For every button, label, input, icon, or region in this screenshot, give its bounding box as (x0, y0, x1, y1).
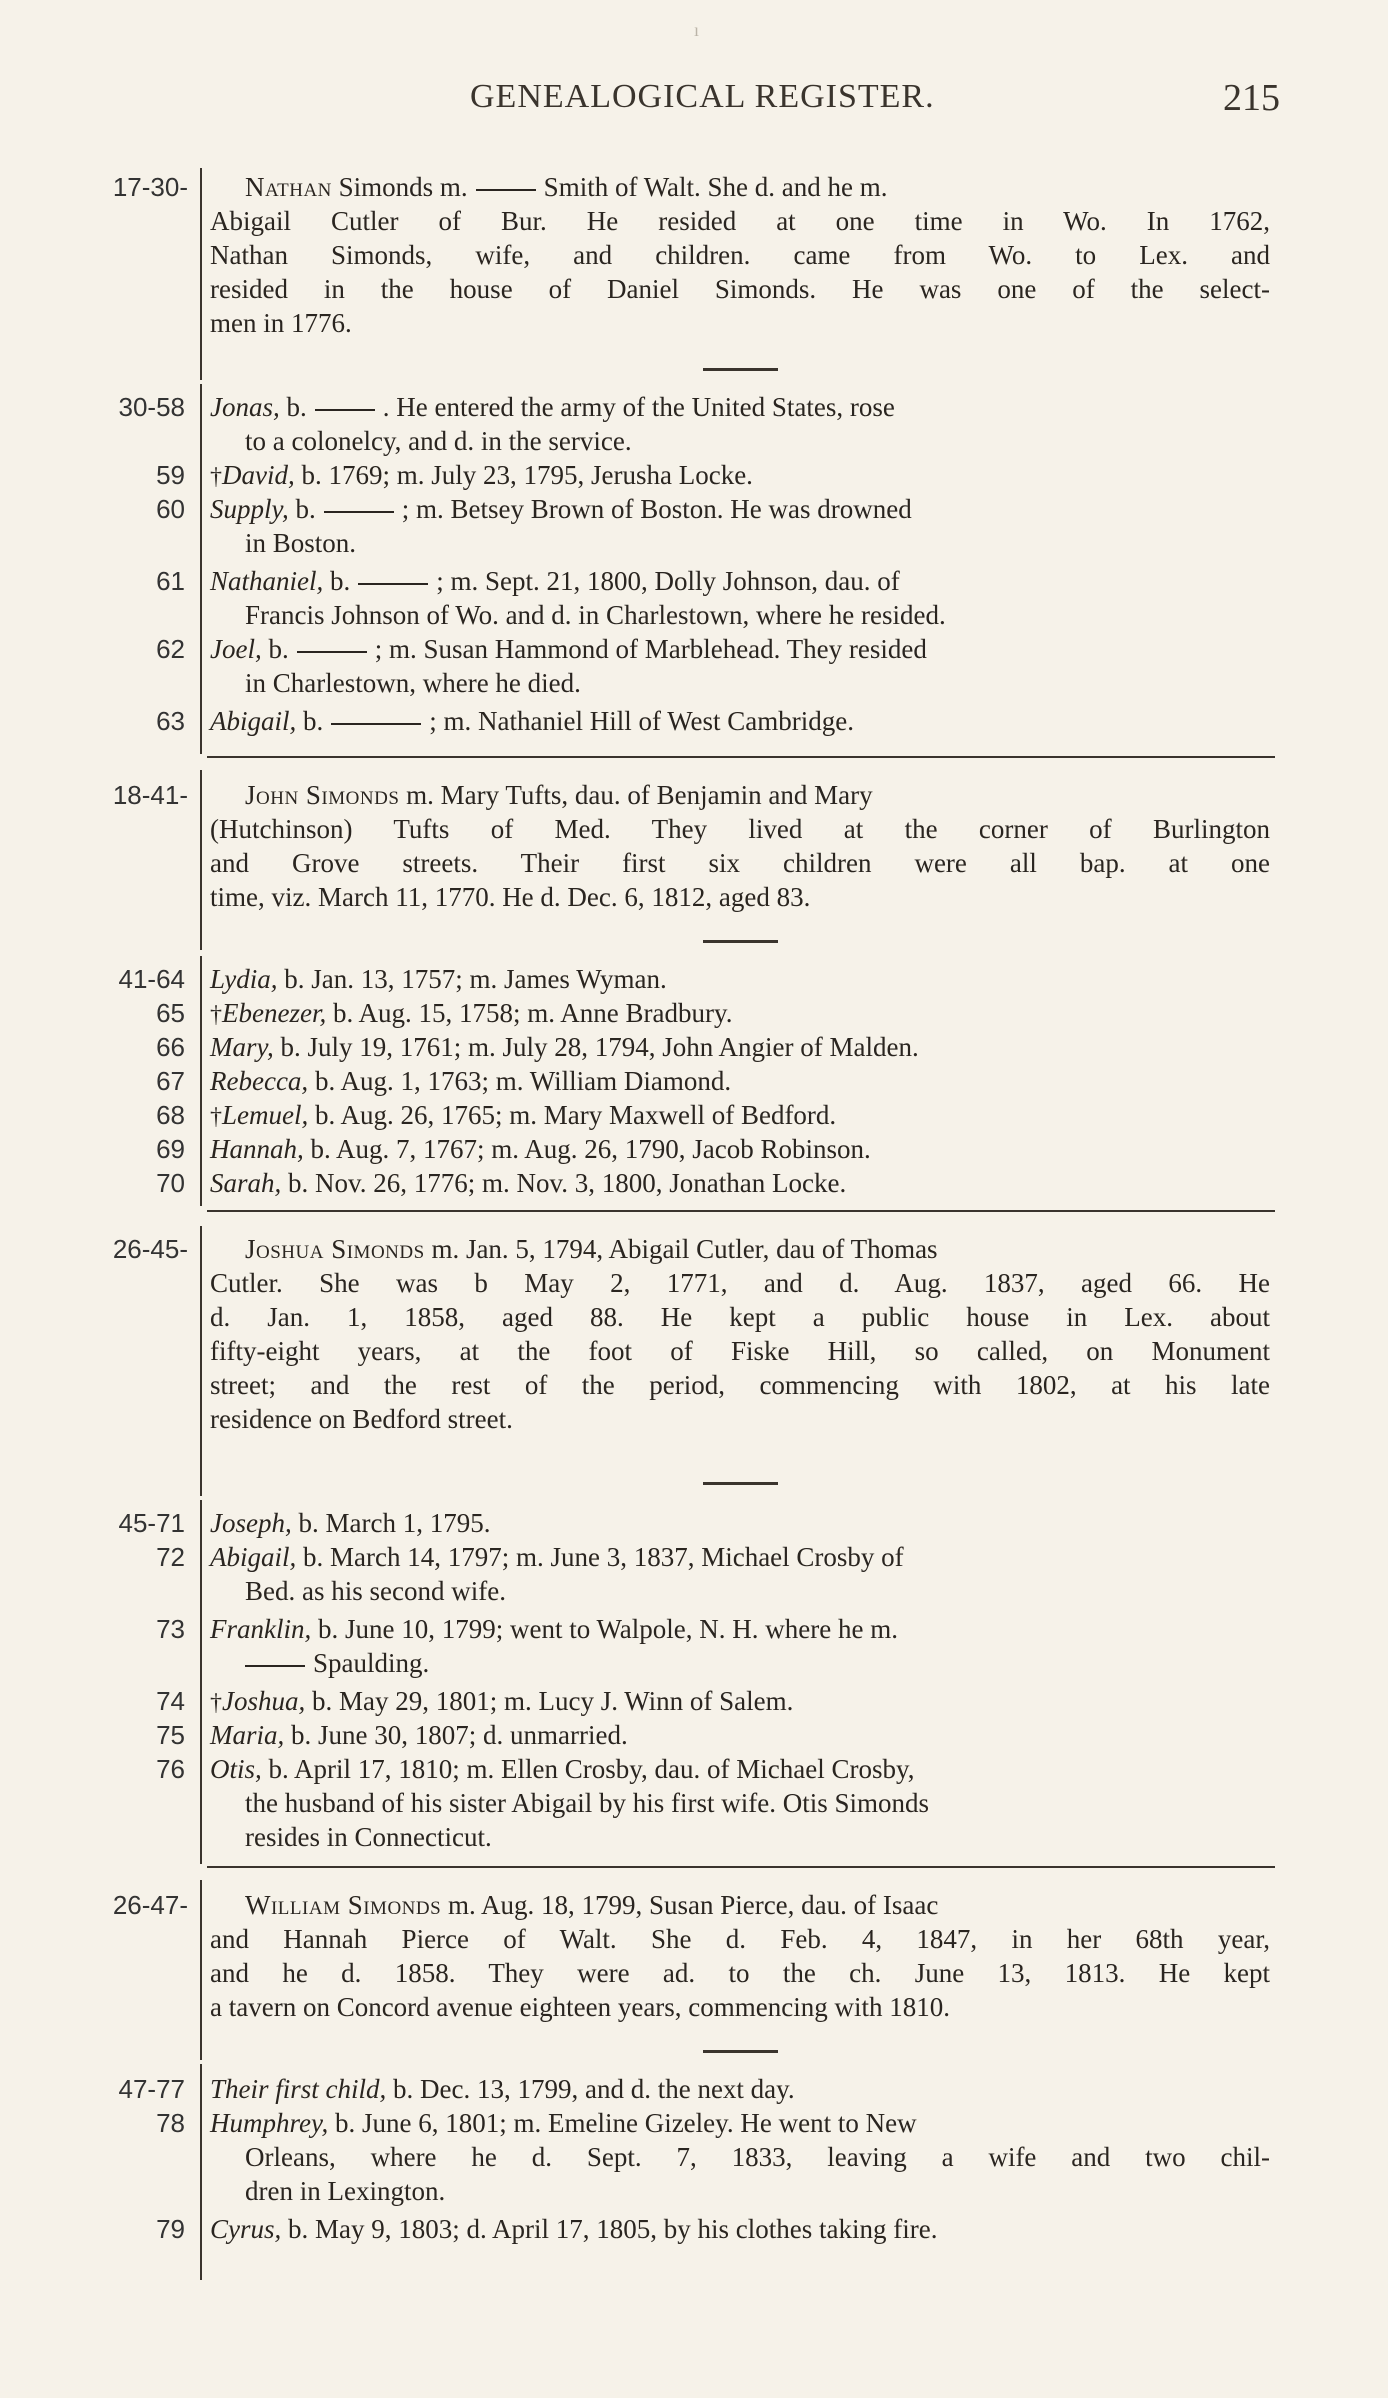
entry-head-row (0, 1888, 1388, 1922)
short-rule (703, 940, 778, 943)
child-name: Nathaniel, (210, 566, 324, 596)
child-name: Joel, (210, 634, 262, 664)
child-number: 65 (156, 998, 185, 1028)
entry-text: Simonds m. (338, 172, 468, 202)
child-row (0, 704, 1388, 738)
entry-text: resided in the house of Daniel Simonds. He was one of the select- (210, 274, 1270, 304)
entry-text: men in 1776. (210, 308, 352, 338)
dagger-mark: † (210, 464, 222, 490)
child-row (0, 1752, 1388, 1786)
entry-row (0, 1266, 1388, 1300)
entry-text: b. April 17, 1810; m. Ellen Crosby, dau. of Michael Crosby, (268, 1754, 915, 1784)
child-row (0, 1684, 1388, 1718)
section-rule (207, 1210, 1275, 1212)
entry-text: ; m. Betsey Brown of Boston. He was drowned (401, 494, 912, 524)
child-row (0, 598, 1388, 632)
blank-dash (245, 1665, 305, 1667)
entry-text: Spaulding. (313, 1648, 430, 1678)
child-number: 76 (156, 1754, 185, 1784)
entry-row (0, 880, 1388, 914)
person-name: Joshua Simonds (245, 1234, 425, 1264)
child-row (0, 1820, 1388, 1854)
child-row (0, 564, 1388, 598)
short-rule (703, 1482, 778, 1485)
entry-text: and Grove streets. Their first six children were all bap. at one (210, 848, 1270, 878)
child-name: Hannah, (210, 1134, 304, 1164)
running-title: GENEALOGICAL REGISTER. (470, 78, 935, 115)
blank-dash (331, 723, 421, 725)
entry-text: b. Aug. 7, 1767; m. Aug. 26, 1790, Jacob Robinson. (310, 1134, 871, 1164)
child-row (0, 1646, 1388, 1680)
entry-text: b. (286, 392, 307, 422)
entry-text: b. (303, 706, 324, 736)
child-number: 61 (156, 566, 185, 596)
child-number: 67 (156, 1066, 185, 1096)
dagger-mark: † (210, 1690, 222, 1716)
child-row (0, 1166, 1388, 1200)
entry-text: b. June 6, 1801; m. Emeline Gizeley. He went to New (334, 2108, 917, 2138)
child-name: Lydia, (210, 964, 278, 994)
entry-number: 26-47- (112, 1890, 188, 1920)
entry-text: street; and the rest of the period, commencing with 1802, at his late (210, 1370, 1270, 1400)
entry-text: time, viz. March 11, 1770. He d. Dec. 6, 1812, aged 83. (210, 882, 811, 912)
entry-text: residence on Bedford street. (210, 1404, 513, 1434)
entry-row (0, 1990, 1388, 2024)
entry-text: ; m. Susan Hammond of Marblehead. They resided (374, 634, 927, 664)
entry-text: b. (330, 566, 351, 596)
person-name: John Simonds (245, 780, 400, 810)
child-name: Maria, (210, 1720, 285, 1750)
entry-row (0, 1956, 1388, 1990)
entry-text: Smith of Walt. She d. and he m. (543, 172, 888, 202)
short-rule (703, 368, 778, 371)
entry-text: ; m. Nathaniel Hill of West Cambridge. (429, 706, 854, 736)
child-row (0, 492, 1388, 526)
entry-head-row (0, 170, 1388, 204)
child-number: 62 (156, 634, 185, 664)
entry-row (0, 812, 1388, 846)
entry-text: b. Aug. 15, 1758; m. Anne Bradbury. (332, 998, 733, 1028)
entry-row (0, 1300, 1388, 1334)
child-row (0, 962, 1388, 996)
entry-text: Orleans, where he d. Sept. 7, 1833, leaving a wife and two chil- (245, 2142, 1270, 2172)
child-number: 41-64 (118, 964, 185, 994)
entry-text: b. March 14, 1797; m. June 3, 1837, Michael Crosby of (303, 1542, 904, 1572)
child-name: Lemuel, (222, 1100, 309, 1130)
child-row (0, 2212, 1388, 2246)
child-row (0, 1064, 1388, 1098)
entry-text: (Hutchinson) Tufts of Med. They lived at the corner of Burlington (210, 814, 1270, 844)
child-row (0, 1786, 1388, 1820)
child-number: 30-58 (118, 392, 185, 422)
child-name: Sarah, (210, 1168, 282, 1198)
child-name: Abigail, (210, 1542, 297, 1572)
person-name: Nathan (245, 172, 332, 202)
entry-text: b. June 10, 1799; went to Walpole, N. H. where he m. (318, 1614, 898, 1644)
entry-text: Francis Johnson of Wo. and d. in Charlestown, where he resided. (245, 600, 946, 630)
child-number: 79 (156, 2214, 185, 2244)
child-name: Humphrey, (210, 2108, 329, 2138)
child-name: Their first child, (210, 2074, 387, 2104)
section-rule (207, 756, 1275, 758)
child-number: 60 (156, 494, 185, 524)
child-number: 45-71 (118, 1508, 185, 1538)
entry-text: b. Aug. 1, 1763; m. William Diamond. (314, 1066, 732, 1096)
entry-text: to a colonelcy, and d. in the service. (245, 426, 632, 456)
child-number: 72 (156, 1542, 185, 1572)
entry-row (0, 1402, 1388, 1436)
child-row (0, 458, 1388, 492)
entry-text: b. July 19, 1761; m. July 28, 1794, John Angier of Malden. (280, 1032, 919, 1062)
child-name: Supply, (210, 494, 289, 524)
entry-text: m. Aug. 18, 1799, Susan Pierce, dau. of Isaac (447, 1890, 939, 1920)
entry-row (0, 238, 1388, 272)
child-name: Abigail, (210, 706, 297, 736)
entry-text: fifty-eight years, at the foot of Fiske Hill, so called, on Monument (210, 1336, 1270, 1366)
short-rule (703, 2050, 778, 2053)
page-number: 215 (1223, 77, 1280, 119)
entry-row (0, 846, 1388, 880)
person-name: William Simonds (245, 1890, 442, 1920)
child-name: Joseph, (210, 1508, 292, 1538)
entry-text: He entered the army of the United States, rose (396, 392, 895, 422)
entry-text: b. March 1, 1795. (298, 1508, 491, 1538)
entry-row (0, 1334, 1388, 1368)
child-row (0, 1540, 1388, 1574)
entry-text: b. (295, 494, 316, 524)
entry-text: b. Dec. 13, 1799, and d. the next day. (393, 2074, 795, 2104)
child-number: 68 (156, 1100, 185, 1130)
child-row (0, 1506, 1388, 1540)
child-row (0, 1098, 1388, 1132)
entry-head-row (0, 778, 1388, 812)
entry-text: b. 1769; m. July 23, 1795, Jerusha Locke. (301, 460, 753, 490)
entry-text: and Hannah Pierce of Walt. She d. Feb. 4, 1847, in her 68th year, (210, 1924, 1270, 1954)
child-number: 75 (156, 1720, 185, 1750)
child-number: 47-77 (118, 2074, 185, 2104)
child-row (0, 2072, 1388, 2106)
child-number: 69 (156, 1134, 185, 1164)
entry-text: b. May 9, 1803; d. April 17, 1805, by his clothes taking fire. (288, 2214, 938, 2244)
child-number: 70 (156, 1168, 185, 1198)
entry-text: Cutler. She was b May 2, 1771, and d. Aug. 1837, aged 66. He (210, 1268, 1270, 1298)
child-name: Joshua, (222, 1686, 306, 1716)
entry-text: in Boston. (245, 528, 357, 558)
entry-text: b. Nov. 26, 1776; m. Nov. 3, 1800, Jonathan Locke. (288, 1168, 847, 1198)
child-row (0, 1132, 1388, 1166)
blank-dash (324, 511, 394, 513)
entry-row (0, 306, 1388, 340)
entry-text: Nathan Simonds, wife, and children. came from Wo. to Lex. and (210, 240, 1270, 270)
entry-text: b. Jan. 13, 1757; m. James Wyman. (284, 964, 667, 994)
entry-text: m. Jan. 5, 1794, Abigail Cutler, dau of Thomas (431, 1234, 938, 1264)
entry-text: b. Aug. 26, 1765; m. Mary Maxwell of Bedford. (314, 1100, 837, 1130)
child-row (0, 666, 1388, 700)
entry-text: Abigail Cutler of Bur. He resided at one time in Wo. In 1762, (210, 206, 1270, 236)
child-row (0, 2174, 1388, 2208)
blank-dash (297, 651, 367, 653)
child-name: Mary, (210, 1032, 274, 1062)
child-row (0, 1030, 1388, 1064)
child-row (0, 2106, 1388, 2140)
entry-text: the husband of his sister Abigail by his first wife. Otis Simonds (245, 1788, 929, 1818)
child-row (0, 1718, 1388, 1752)
child-name: Jonas, (210, 392, 280, 422)
child-name: Franklin, (210, 1614, 312, 1644)
entry-text: b. May 29, 1801; m. Lucy J. Winn of Salem. (312, 1686, 794, 1716)
child-row: 30-58 Jonas, b. . He entered the army of the United States, rose (118, 392, 895, 422)
child-name: Otis, (210, 1754, 262, 1784)
child-number: 59 (156, 460, 185, 490)
child-name: Rebecca, (210, 1066, 309, 1096)
margin-mark: ı (694, 20, 700, 40)
child-number: 63 (156, 706, 185, 736)
entry-number: 26-45- (112, 1234, 188, 1264)
dagger-mark: † (210, 1104, 222, 1130)
entry-text: d. Jan. 1, 1858, aged 88. He kept a public house in Lex. about (210, 1302, 1270, 1332)
dagger-mark: † (210, 1002, 222, 1028)
child-number: 73 (156, 1614, 185, 1644)
child-row (0, 996, 1388, 1030)
entry-row (0, 204, 1388, 238)
child-number: 74 (156, 1686, 185, 1716)
child-number: 78 (156, 2108, 185, 2138)
child-row (0, 526, 1388, 560)
entry-head-row (0, 1232, 1388, 1266)
entry-row (0, 1368, 1388, 1402)
entry-text: a tavern on Concord avenue eighteen years, commencing with 1810. (210, 1992, 951, 2022)
entry-text: in Charlestown, where he died. (245, 668, 581, 698)
entry-row (0, 1922, 1388, 1956)
entry-text: Bed. as his second wife. (245, 1576, 506, 1606)
entry-text: b. (268, 634, 289, 664)
blank-dash (315, 409, 375, 411)
child-name: Ebenezer, (222, 998, 327, 1028)
child-number: 66 (156, 1032, 185, 1062)
entry-number: 18-41- (112, 780, 188, 810)
blank-dash (358, 583, 428, 585)
entry-text: and he d. 1858. They were ad. to the ch. June 13, 1813. He kept (210, 1958, 1270, 1988)
entry-number: 17-30- (112, 172, 188, 202)
child-row (0, 632, 1388, 666)
blank-dash (476, 189, 536, 191)
entry-text: m. Mary Tufts, dau. of Benjamin and Mary (406, 780, 873, 810)
entry-text: ; m. Sept. 21, 1800, Dolly Johnson, dau. of (436, 566, 900, 596)
child-row (0, 424, 1388, 458)
child-row (0, 1612, 1388, 1646)
entry-row (0, 272, 1388, 306)
section-rule (207, 1866, 1275, 1868)
entry-text: resides in Connecticut. (245, 1822, 492, 1852)
page-header (470, 72, 1280, 132)
child-name: Cyrus, (210, 2214, 282, 2244)
entry-text: b. June 30, 1807; d. unmarried. (291, 1720, 628, 1750)
child-name: David, (222, 460, 295, 490)
child-row (0, 2140, 1388, 2174)
child-row (0, 1574, 1388, 1608)
entry-text: dren in Lexington. (245, 2176, 446, 2206)
